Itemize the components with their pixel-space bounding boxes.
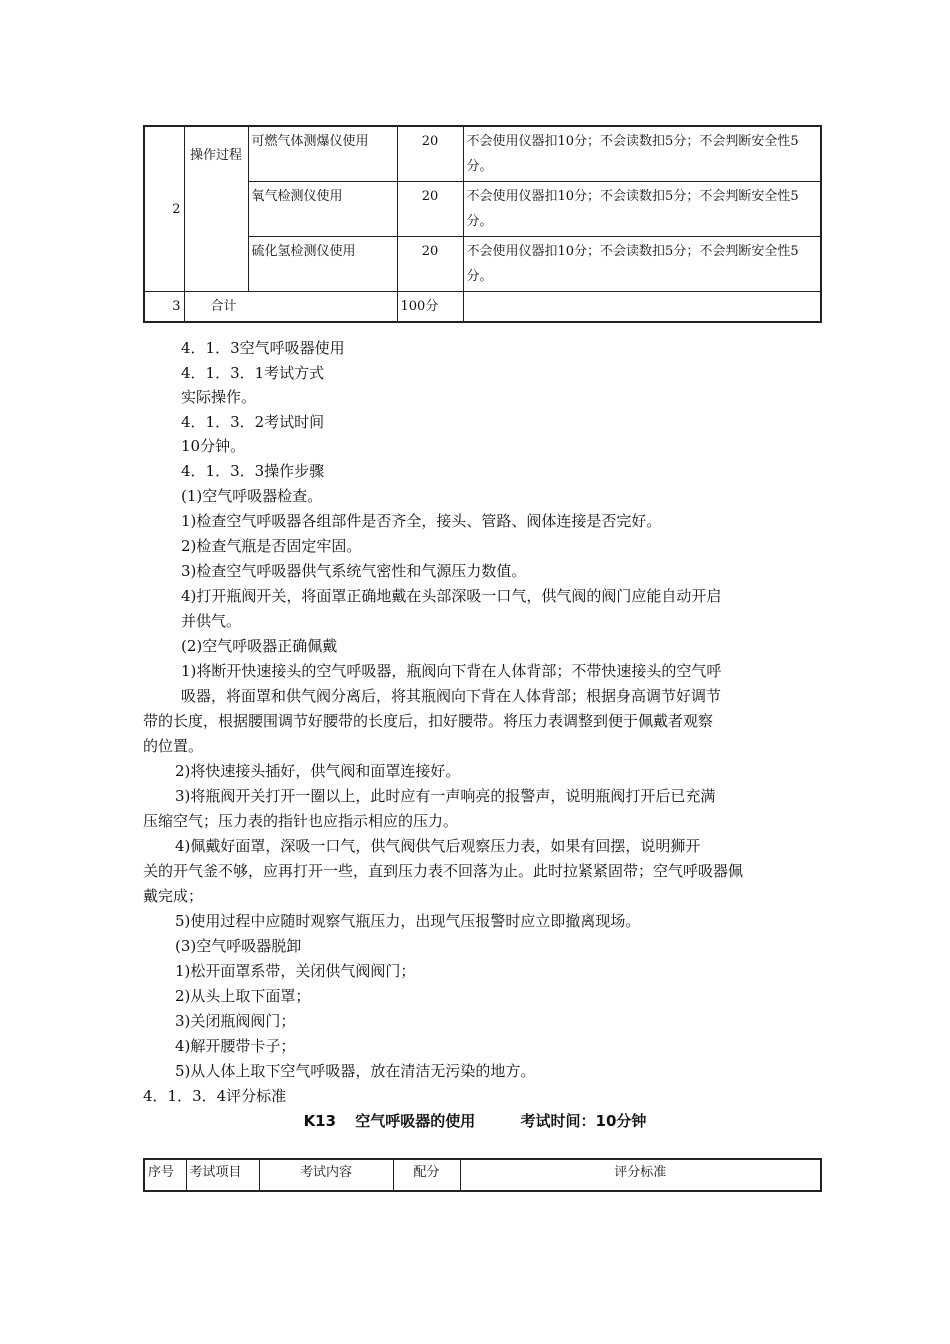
paragraph-line: 戴完成； (143, 887, 204, 905)
paragraph-line: 3)关闭瓶阀阀门； (175, 1012, 296, 1030)
header-cell-score: 配分 (393, 1159, 460, 1191)
paragraph-line: 4)解开腰带卡子； (175, 1037, 296, 1055)
row-number-cell: 2 (144, 126, 184, 292)
content-cell: 氧气检测仪使用 (248, 182, 397, 237)
step-heading: (1)空气呼吸器检查。 (181, 487, 323, 505)
paragraph-line: 4)打开瓶阀开关，将面罩正确地戴在头部深吸一口气，供气阀的阀门应能自动开启 (181, 587, 722, 605)
paragraph-line: 10分钟。 (181, 437, 246, 455)
exam-title (0, 1110, 950, 1131)
header-cell-criteria: 评分标准 (460, 1159, 821, 1191)
paragraph-line: 带的长度，根据腰围调节好腰带的长度后，扣好腰带。将压力表调整到便于佩戴者观察 (143, 712, 714, 730)
subsection-heading: 4．1．3．3操作步骤 (181, 462, 325, 480)
content-cell: 可燃气体测爆仪使用 (248, 126, 397, 182)
header-cell-item: 考试项目 (186, 1159, 259, 1191)
group-label-cell: 操作过程 (184, 126, 248, 292)
subsection-heading: 4．1．3．1考试方式 (181, 364, 325, 382)
step-heading: (2)空气呼吸器正确佩戴 (181, 637, 338, 655)
criteria-cell: 不会使用仪器扣10分；不会读数扣5分；不会判断安全性5分。 (463, 182, 821, 237)
paragraph-line: 压缩空气；压力表的指针也应指示相应的压力。 (143, 812, 459, 830)
paragraph-line: 4)佩戴好面罩，深吸一口气，供气阀供气后观察压力表，如果有回摆，说明狮开 (175, 837, 701, 855)
paragraph-line: 关的开气釜不够，应再打开一些，直到压力表不回落为止。此时拉紧紧固带；空气呼吸器佩 (143, 862, 744, 880)
paragraph-line: 2)检查气瓶是否固定牢固。 (181, 537, 362, 555)
paragraph-line: 1)将断开快速接头的空气呼吸器，瓶阀向下背在人体背部；不带快速接头的空气呼 (181, 662, 722, 680)
score-cell: 20 (397, 126, 463, 182)
step-heading: (3)空气呼吸器脱卸 (175, 937, 302, 955)
subsection-heading: 4．1．3．2考试时间 (181, 413, 325, 431)
paragraph-line: 3)将瓶阀开关打开一圈以上，此时应有一声响亮的报警声，说明瓶阀打开后已充满 (175, 787, 716, 805)
total-criteria-cell (463, 292, 821, 323)
total-score-cell: 100分 (397, 292, 463, 323)
paragraph-line: 1)松开面罩系带，关闭供气阀阀门； (175, 962, 416, 980)
total-number-cell: 3 (144, 292, 184, 323)
subsection-heading: 4．1．3．4评分标准 (143, 1087, 287, 1105)
criteria-cell: 不会使用仪器扣10分；不会读数扣5分；不会判断安全性5分。 (463, 126, 821, 182)
content-cell: 硫化氢检测仪使用 (248, 237, 397, 292)
paragraph-line: 1)检查空气呼吸器各组部件是否齐全，接头、管路、阀体连接是否完好。 (181, 512, 662, 530)
exam-time: 考试时间：10分钟 (520, 1112, 647, 1130)
paragraph-line: 的位置。 (143, 737, 204, 755)
section-heading: 4．1．3空气呼吸器使用 (181, 339, 345, 357)
paragraph-line: 3)检查空气呼吸器供气系统气密性和气源压力数值。 (181, 562, 527, 580)
paragraph-line: 5)从人体上取下空气呼吸器，放在清洁无污染的地方。 (175, 1062, 536, 1080)
criteria-cell: 不会使用仪器扣10分；不会读数扣5分；不会判断安全性5分。 (463, 237, 821, 292)
paragraph-line: 2)将快速接头插好，供气阀和面罩连接好。 (175, 762, 461, 780)
paragraph-line: 并供气。 (181, 612, 242, 630)
scoring-table-top (143, 125, 822, 323)
paragraph-line: 吸器，将面罩和供气阀分离后，将其瓶阀向下背在人体背部；根据身高调节好调节 (181, 687, 722, 705)
paragraph-line: 2)从头上取下面罩； (175, 987, 311, 1005)
exam-code: K13 (303, 1112, 337, 1130)
header-cell-content: 考试内容 (259, 1159, 393, 1191)
exam-name: 空气呼吸器的使用 (355, 1112, 476, 1130)
score-cell: 20 (397, 237, 463, 292)
header-cell-number: 序号 (144, 1159, 186, 1191)
scoring-table-bottom (143, 1158, 822, 1192)
score-cell: 20 (397, 182, 463, 237)
paragraph-line: 5)使用过程中应随时观察气瓶压力，出现气压报警时应立即撤离现场。 (175, 912, 641, 930)
paragraph-line: 实际操作。 (181, 388, 257, 406)
total-label-cell: 合计 (184, 292, 397, 323)
